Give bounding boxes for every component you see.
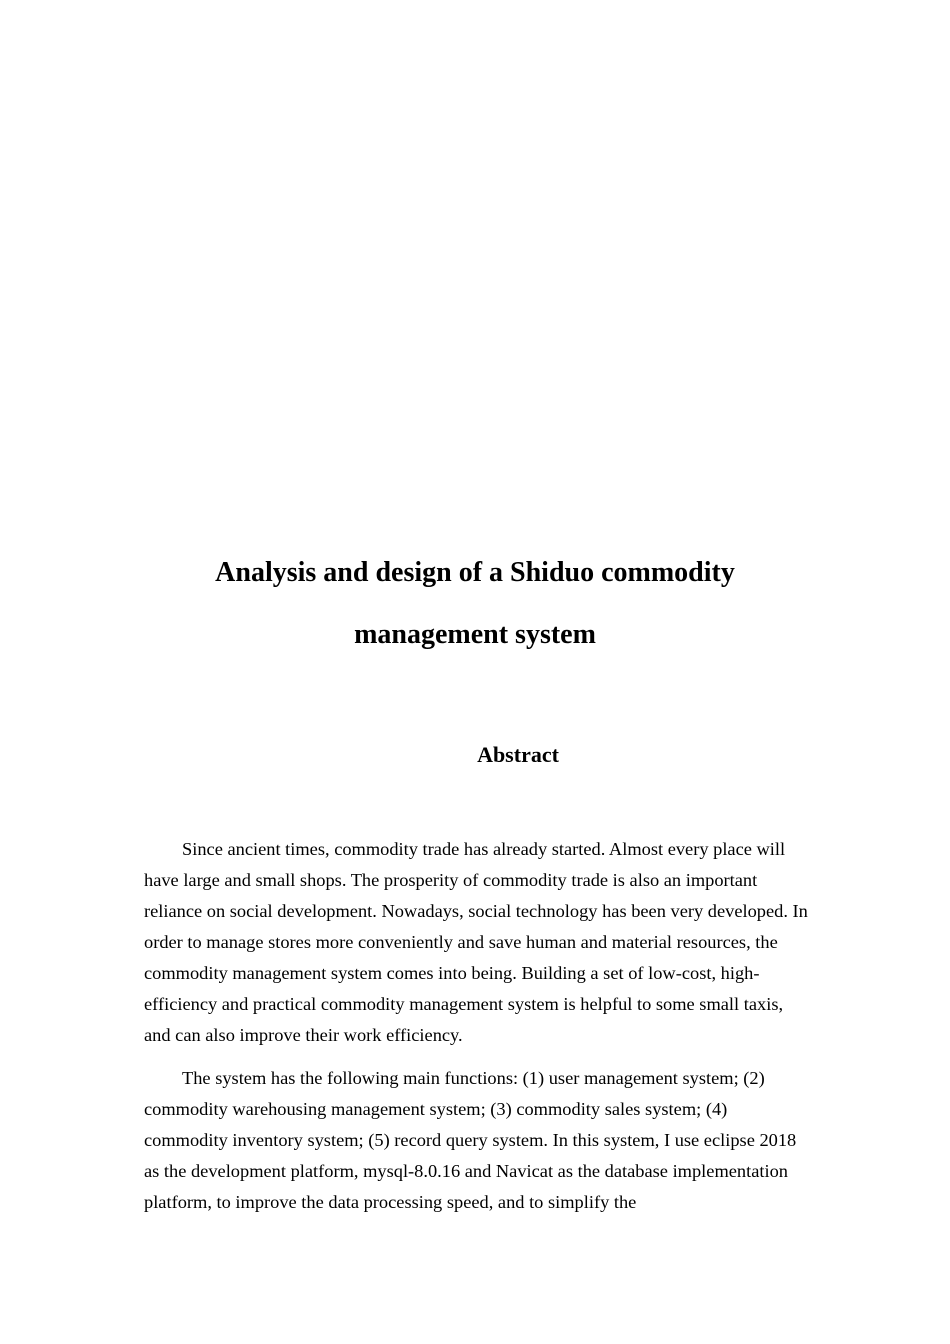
abstract-heading: Abstract: [477, 742, 559, 767]
abstract-paragraph-1: Since ancient times, commodity trade has already started. Almost every place will have large and small shops. The prosperity of commodity trade is also an important reliance on social development. Nowadays, social technology has been very developed. In order to manage stores more conveniently and save human and material resources, the commodity management system comes into being. Building a set of low-cost, high-efficiency and practical commodity management system is helpful to some small taxis, and can also improve their work efficiency.: [144, 839, 808, 1045]
document-title-line-2: management system: [354, 619, 596, 650]
abstract-body: [144, 834, 812, 1230]
document-title-line-1: Analysis and design of a Shiduo commodity: [215, 557, 735, 588]
abstract-paragraph-2: The system has the following main functions: (1) user management system; (2) commodity warehousing management system; (3) commodity sales system; (4) commodity inventory system; (5) record query system. In this system, I use eclipse 2018 as the development platform, mysql-8.0.16 and Navicat as the database implementation platform, to improve the data processing speed, and to simplify the: [144, 1068, 797, 1212]
